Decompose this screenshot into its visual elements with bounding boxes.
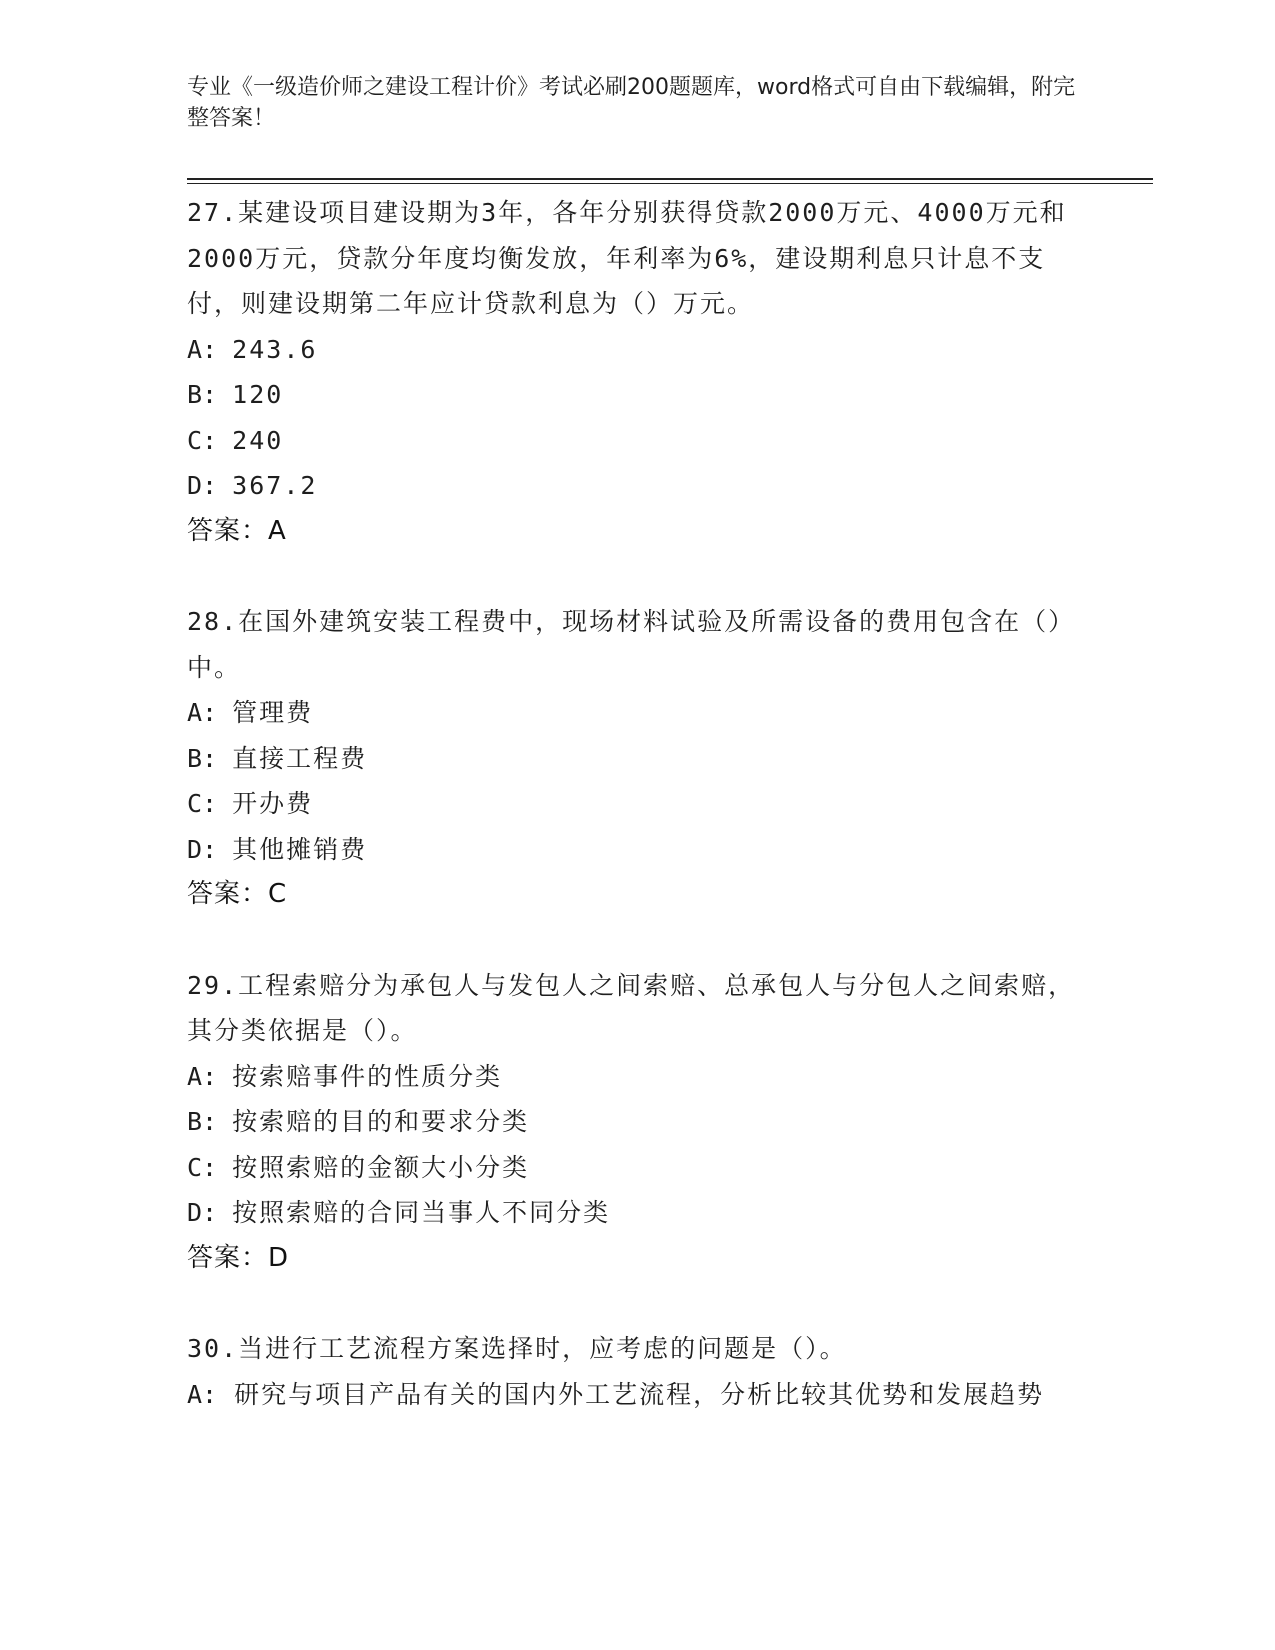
option-label: C: bbox=[187, 1152, 218, 1182]
option-text: 按索赔事件的性质分类 bbox=[232, 1061, 503, 1091]
option-text: 按索赔的目的和要求分类 bbox=[232, 1107, 530, 1136]
answer-line: 答案：A bbox=[187, 515, 287, 546]
header-divider bbox=[187, 178, 1153, 180]
header-divider-secondary bbox=[187, 183, 1153, 184]
option-d bbox=[187, 1190, 1087, 1236]
option-a bbox=[187, 1372, 1087, 1418]
option-text: 367.2 bbox=[232, 471, 318, 500]
question-28 bbox=[187, 599, 1087, 918]
document-header: 专业《一级造价师之建设工程计价》考试必刷200题题库，word格式可自由下载编辑，附完整答案！ bbox=[187, 75, 1076, 131]
option-text: 243.6 bbox=[232, 334, 318, 364]
answer-line: 答案：D bbox=[187, 1242, 290, 1273]
answer-line: 答案：C bbox=[187, 879, 288, 909]
option-d bbox=[187, 827, 1087, 873]
option-text: 管理费 bbox=[232, 698, 314, 727]
option-text: 按照索赔的金额大小分类 bbox=[232, 1152, 530, 1182]
option-b bbox=[187, 736, 1087, 782]
option-label: B: bbox=[187, 743, 218, 773]
option-label: D: bbox=[187, 1198, 218, 1227]
question-text: 30.当进行工艺流程方案选择时，应考虑的问题是（）。 bbox=[187, 1334, 847, 1363]
option-text: 120 bbox=[232, 380, 284, 409]
option-label: D: bbox=[187, 471, 218, 500]
option-label: A: bbox=[187, 698, 218, 727]
option-label: C: bbox=[187, 425, 218, 455]
option-c bbox=[187, 781, 1087, 827]
option-c bbox=[187, 418, 1087, 464]
option-text: 240 bbox=[232, 425, 284, 455]
option-text: 直接工程费 bbox=[232, 743, 368, 773]
option-label: D: bbox=[187, 834, 218, 864]
question-text: 28.在国外建筑安装工程费中，现场材料试验及所需设备的费用包含在（）中。 bbox=[187, 607, 1076, 682]
question-30 bbox=[187, 1326, 1087, 1417]
option-text: 研究与项目产品有关的国内外工艺流程，分析比较其优势和发展趋势 bbox=[234, 1379, 1045, 1409]
option-b bbox=[187, 372, 1087, 418]
option-text: 其他摊销费 bbox=[232, 834, 368, 864]
question-list bbox=[187, 190, 1087, 1462]
option-a bbox=[187, 1054, 1087, 1100]
option-label: A: bbox=[187, 334, 218, 364]
option-text: 开办费 bbox=[232, 789, 314, 818]
question-text: 29.工程索赔分为承包人与发包人之间索赔、总承包人与分包人之间索赔，其分类依据是（）。 bbox=[187, 970, 1076, 1045]
option-label: A: bbox=[187, 1379, 218, 1409]
option-c bbox=[187, 1145, 1087, 1191]
option-d bbox=[187, 463, 1087, 509]
option-text: 按照索赔的合同当事人不同分类 bbox=[232, 1198, 611, 1227]
option-label: B: bbox=[187, 1107, 218, 1136]
question-text: 27.某建设项目建设期为3年，各年分别获得贷款2000万元、4000万元和2000万元，贷款分年度均衡发放，年利率为6%，建设期利息只计息不支付，则建设期第二年应计贷款利息为（）万元。 bbox=[187, 198, 1067, 318]
option-label: B: bbox=[187, 380, 218, 409]
question-27 bbox=[187, 190, 1087, 554]
option-label: C: bbox=[187, 789, 218, 818]
option-a bbox=[187, 327, 1087, 373]
question-29 bbox=[187, 963, 1087, 1282]
option-a bbox=[187, 690, 1087, 736]
option-b bbox=[187, 1099, 1087, 1145]
option-label: A: bbox=[187, 1061, 218, 1091]
